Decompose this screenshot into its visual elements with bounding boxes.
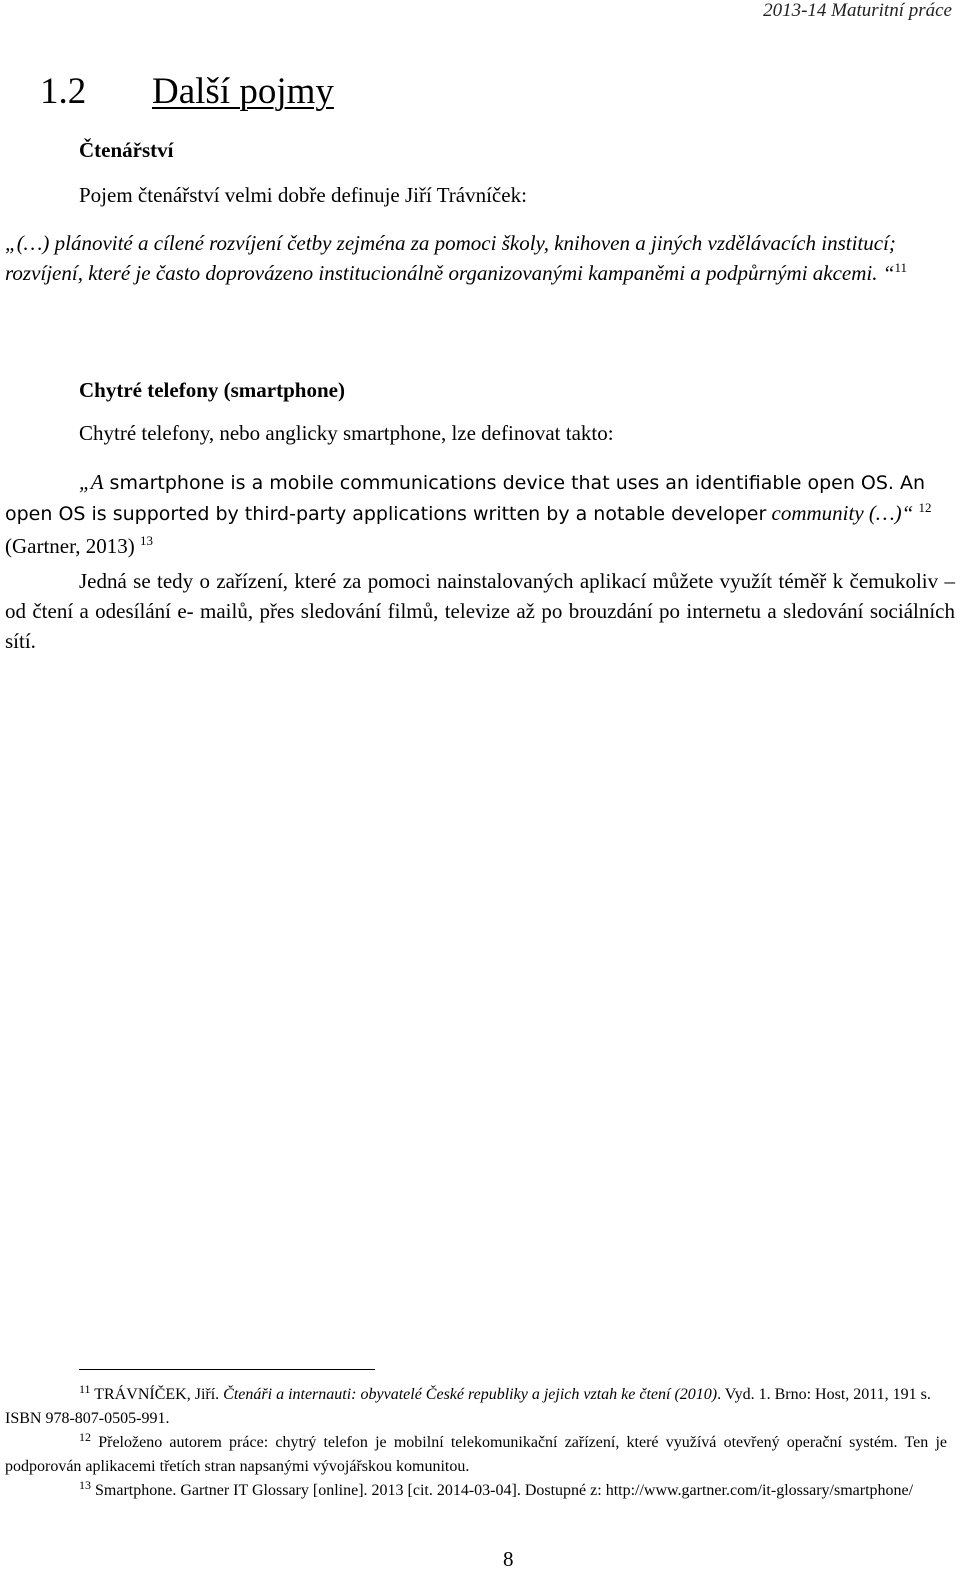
smartphone-quote bbox=[5, 467, 955, 564]
footnote-12 bbox=[5, 1431, 947, 1479]
quote-first-word: A bbox=[90, 470, 104, 494]
footnote-ref-13[interactable]: 13 bbox=[140, 533, 154, 548]
quote-open-mark: „ bbox=[5, 231, 17, 255]
footnote-author: TRÁVNÍČEK, Jiří. bbox=[94, 1386, 220, 1403]
citation: (Gartner, 2013) bbox=[5, 534, 135, 558]
footnote-ref-12[interactable]: 12 bbox=[918, 500, 932, 515]
quote-tail: community (…) bbox=[771, 501, 902, 525]
page-header: 2013-14 Maturitní práce bbox=[763, 0, 952, 21]
quote-close-mark: “ bbox=[882, 261, 895, 285]
footnote-number: 13 bbox=[79, 1478, 91, 1492]
footnote-title: Čtenáři a internauti: obyvatelé České republiky a jejich vztah ke čtení (2010) bbox=[223, 1386, 718, 1403]
footnote-text: Přeloženo autorem práce: chytrý telefon je mobilní telekomunikační zařízení, které využívá otevřený operační systém. Ten je podporován aplikacemi třetích stran napsanými vývojářskou komunitou. bbox=[5, 1434, 947, 1475]
footnote-11 bbox=[5, 1383, 947, 1431]
section-number: 1.2 bbox=[40, 71, 87, 112]
footnote-number: 11 bbox=[79, 1382, 91, 1396]
page-number: 8 bbox=[503, 1547, 514, 1571]
smartphone-paragraph-text: Jedná se tedy o zařízení, které za pomoci nainstalovaných aplikací můžete využít téměř k čemukoliv – od čtení a odesílání e- mailů, přes sledování filmů, televize až po brouzdání po internetu a sledování sociálních sítí. bbox=[5, 569, 955, 653]
quote-open-mark: „ bbox=[79, 470, 91, 494]
section-title-text: Další pojmy bbox=[152, 71, 334, 112]
heading-reading: Čtenářství bbox=[79, 138, 174, 162]
footnote-number: 12 bbox=[79, 1430, 91, 1444]
quote-english-text: smartphone is a mobile communications device that uses an identifiable open OS. An open OS is supported by third-party applications written by a notable developer bbox=[5, 472, 926, 525]
section-title bbox=[40, 70, 334, 113]
reading-intro: Pojem čtenářství velmi dobře definuje Jiří Trávníček: bbox=[79, 183, 527, 207]
footnote-text[interactable]: Smartphone. Gartner IT Glossary [online]. 2013 [cit. 2014-03-04]. Dostupné z: http://www.gartner.com/it-glossary/smartphone/ bbox=[95, 1482, 914, 1499]
smartphone-paragraph bbox=[5, 566, 955, 656]
smartphone-intro: Chytré telefony, nebo anglicky smartphone, lze definovat takto: bbox=[79, 421, 614, 445]
quote-text: plánovité a cílené rozvíjení četby zejména za pomoci školy, knihoven a jiných vzdělávacích institucí; rozvíjení, které je často doprovázeno institucionálně organizovanými kampaněmi a podpůrnými akcemi. bbox=[5, 231, 896, 285]
footnote-13 bbox=[5, 1479, 947, 1503]
footnote-ref-11[interactable]: 11 bbox=[894, 260, 907, 275]
footnote-rest: . Vyd. 1. Brno: Host, 2011, 191 s. ISBN 978-807-0505-991. bbox=[5, 1386, 931, 1427]
quote-close-mark: “ bbox=[901, 501, 914, 525]
reading-quote bbox=[5, 228, 955, 291]
footnote-separator bbox=[79, 1369, 375, 1370]
heading-smartphone: Chytré telefony (smartphone) bbox=[79, 378, 345, 402]
quote-ellipsis: (…) bbox=[16, 231, 50, 255]
